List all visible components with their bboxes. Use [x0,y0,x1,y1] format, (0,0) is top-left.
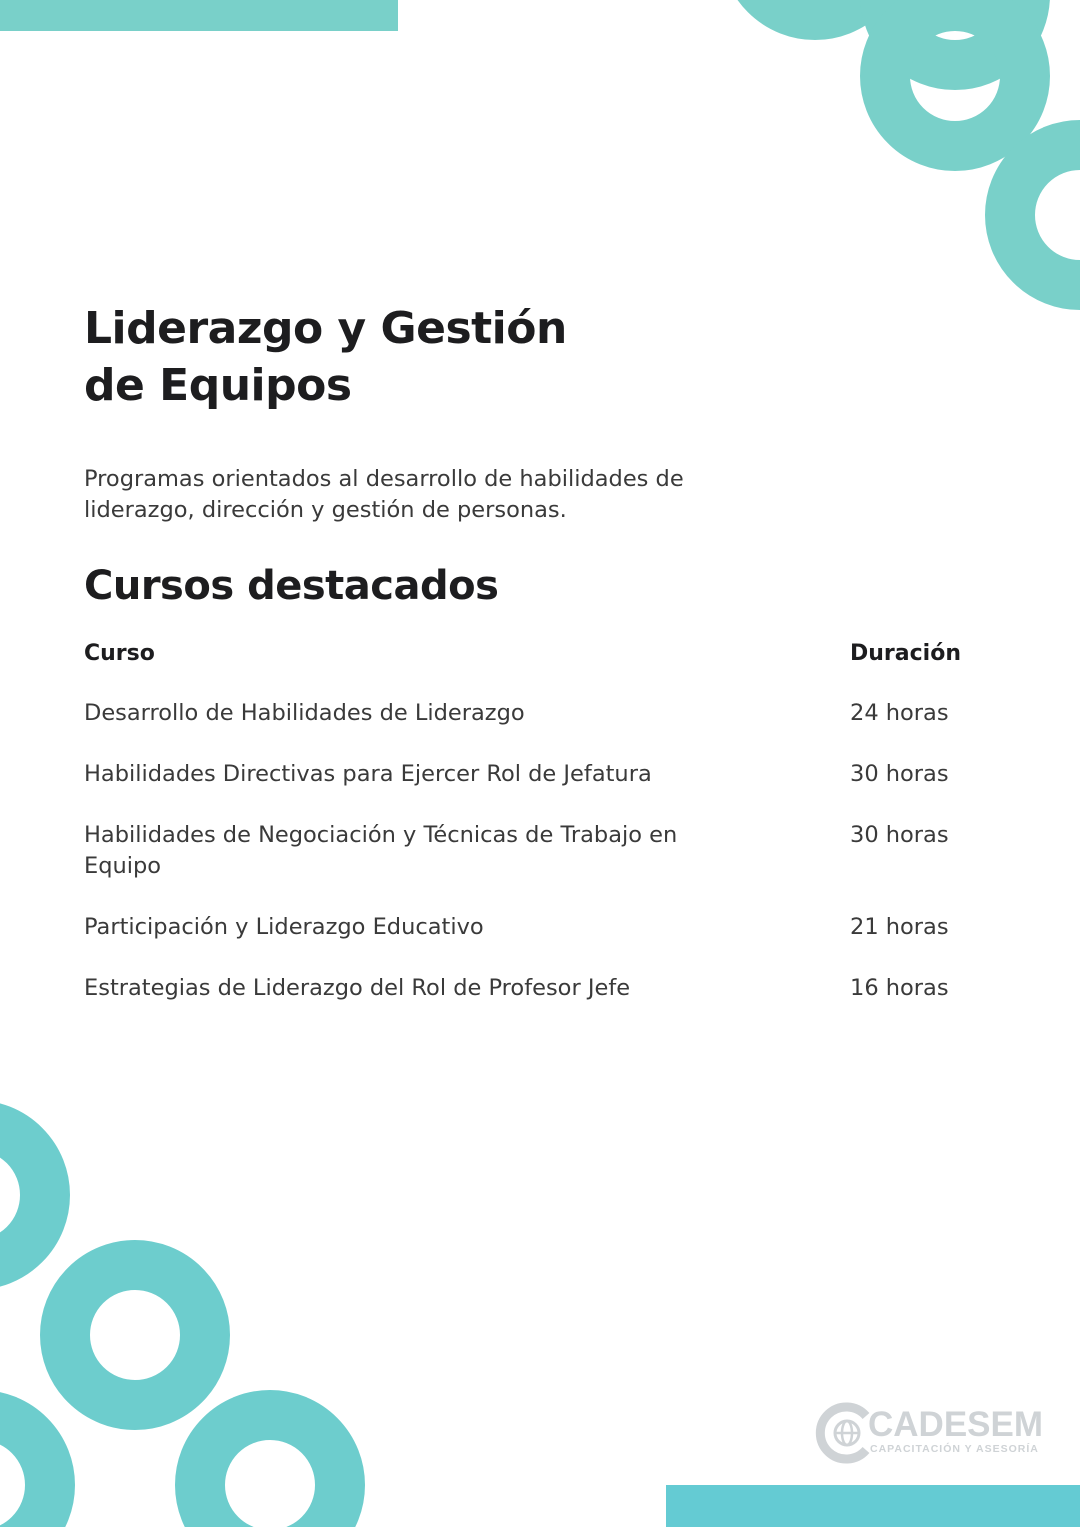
section-title: Cursos destacados [84,563,499,609]
course-name: Habilidades Directivas para Ejercer Rol de Jefatura [84,761,652,787]
course-duration: 21 horas [850,914,949,940]
page-title [84,300,784,414]
course-duration: 30 horas [850,822,949,848]
table-row [84,820,1004,882]
table-row [84,973,1004,1004]
column-header-duration: Duración [850,641,961,666]
intro-line1: Programas orientados al desarrollo de habilidades de [84,466,684,492]
table-row [84,698,1004,729]
course-name: Participación y Liderazgo Educativo [84,914,484,940]
intro-paragraph [84,464,804,526]
logo-name: CADESEM [868,1405,1044,1444]
column-header-course: Curso [84,641,155,666]
course-table [84,698,1004,1034]
bottom-accent-bar [666,1485,1080,1527]
course-name: Desarrollo de Habilidades de Liderazgo [84,700,525,726]
course-name: Estrategias de Liderazgo del Rol de Profesor Jefe [84,975,631,1001]
intro-line2: liderazgo, dirección y gestión de personas. [84,497,567,523]
course-duration: 24 horas [850,700,949,726]
globe-c-icon [814,1402,876,1464]
course-duration: 16 horas [850,975,949,1001]
table-row [84,912,1004,943]
page-title-line2: de Equipos [84,360,352,411]
logo-tagline: CAPACITACIÓN Y ASESORÍA [870,1443,1039,1455]
page-title-line1: Liderazgo y Gestión [84,303,567,354]
table-row [84,759,1004,790]
cadesem-logo [814,1402,1054,1466]
course-duration: 30 horas [850,761,949,787]
course-name: Habilidades de Negociación y Técnicas de Trabajo en Equipo [84,822,678,879]
